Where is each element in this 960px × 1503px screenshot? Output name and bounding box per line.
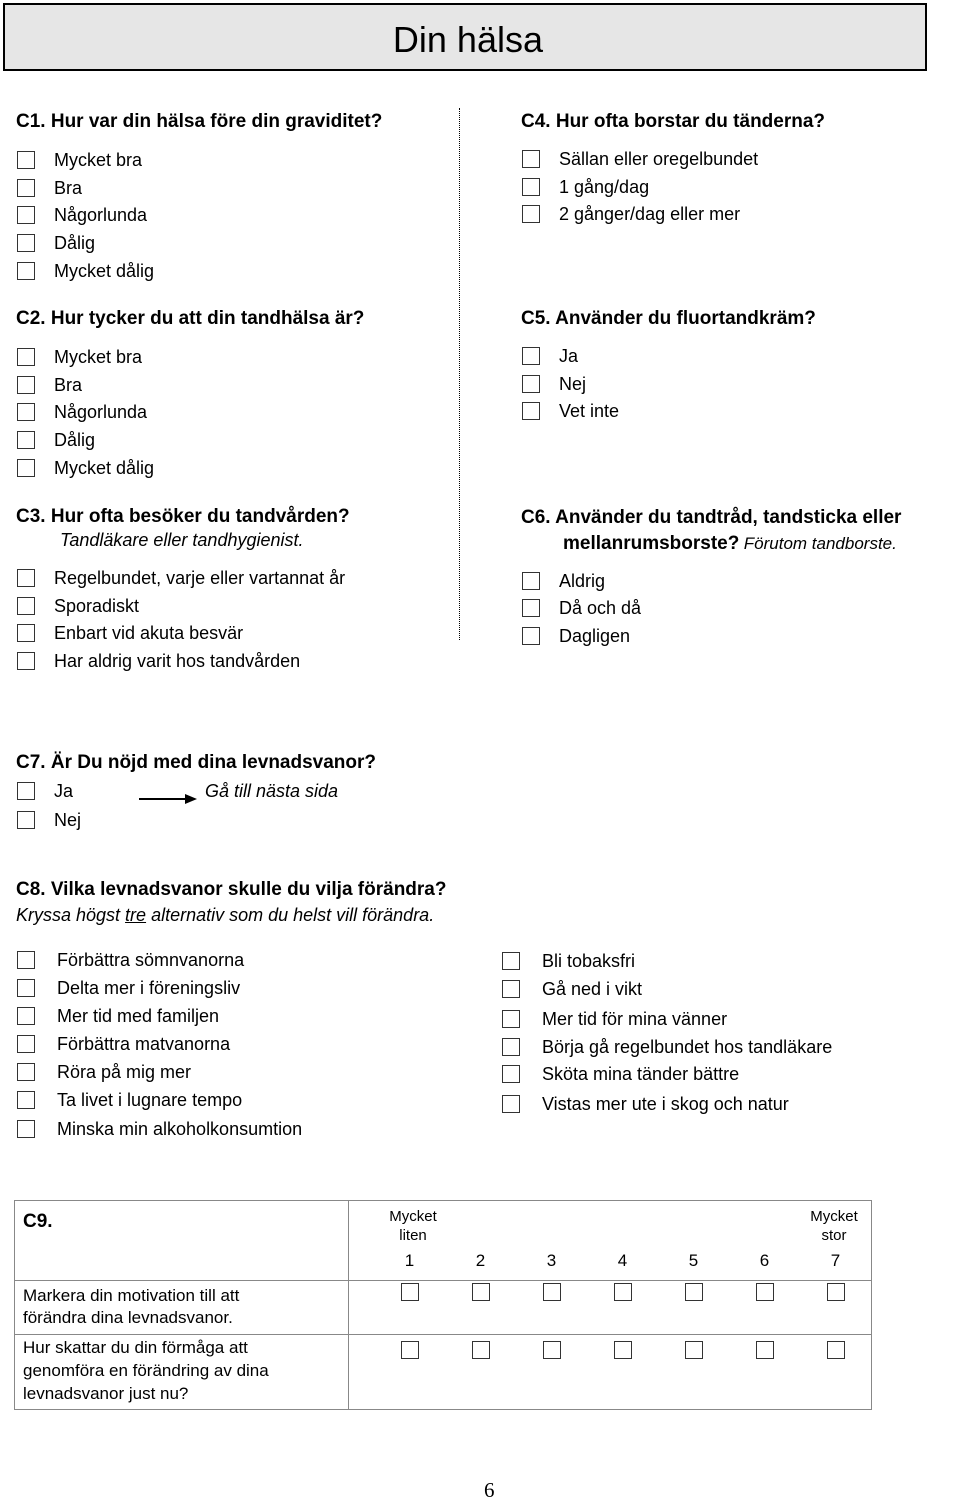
c2-title: C2. Hur tycker du att din tandhälsa är? [16,308,365,329]
checkbox[interactable] [17,811,35,829]
c1-title: C1. Hur var din hälsa före din graviditet? [16,111,383,132]
c6-note: Förutom tandborste. [743,534,897,553]
checkbox[interactable] [522,205,540,223]
c8-option[interactable]: Röra på mig mer [17,1061,191,1083]
rating-checkbox[interactable] [685,1341,703,1359]
scale-low-label: Mycket liten [389,1208,437,1244]
c5-option[interactable]: Vet inte [522,400,619,422]
c6-option[interactable]: Aldrig [522,570,605,592]
checkbox[interactable] [17,1063,35,1081]
c6-option[interactable]: Då och då [522,597,641,619]
checkbox[interactable] [17,979,35,997]
c1-option[interactable]: Mycket dålig [17,260,154,282]
c1-option[interactable]: Mycket bra [17,149,142,171]
c6-title-line2: mellanrumsborste? Förutom tandborste. [563,533,897,554]
arrow-right-icon [139,793,197,805]
checkbox[interactable] [17,234,35,252]
c1-option[interactable]: Dålig [17,232,95,254]
scale-number: 6 [759,1251,770,1270]
c4-option[interactable]: Sällan eller oregelbundet [522,148,758,170]
c8-option[interactable]: Mer tid med familjen [17,1005,219,1027]
rating-checkbox[interactable] [756,1341,774,1359]
checkbox[interactable] [522,178,540,196]
rating-checkbox[interactable] [827,1341,845,1359]
c9-label: C9. [23,1211,53,1232]
c2-option[interactable]: Mycket dålig [17,457,154,479]
c6-option[interactable]: Dagligen [522,625,630,647]
c9-row-motivation-label: Markera din motivation till att förändra dina levnadsvanor. [15,1281,349,1335]
c9-rating-table [14,1200,872,1410]
rating-checkbox[interactable] [543,1341,561,1359]
c8-option[interactable]: Förbättra matvanorna [17,1033,230,1055]
c3-option[interactable]: Regelbundet, varje eller vartannat år [17,567,345,589]
rating-checkbox[interactable] [614,1283,632,1301]
c9-row-ability-scale [349,1335,872,1410]
rating-checkbox[interactable] [756,1283,774,1301]
rating-checkbox[interactable] [472,1283,490,1301]
c5-title: C5. Använder du fluortandkräm? [521,308,816,329]
checkbox[interactable] [17,459,35,477]
checkbox[interactable] [17,431,35,449]
c9-header-cell [15,1201,349,1281]
c8-option[interactable]: Sköta mina tänder bättre [502,1063,739,1085]
checkbox[interactable] [17,1120,35,1138]
scale-number: 2 [475,1251,486,1270]
c8-option[interactable]: Vistas mer ute i skog och natur [502,1093,789,1115]
c2-option[interactable]: Mycket bra [17,346,142,368]
checkbox[interactable] [17,262,35,280]
checkbox[interactable] [17,1091,35,1109]
c8-option[interactable]: Ta livet i lugnare tempo [17,1089,242,1111]
scale-number: 3 [546,1251,557,1270]
scale-number: 1 [404,1251,415,1270]
checkbox[interactable] [502,980,520,998]
checkbox[interactable] [17,782,35,800]
c4-option[interactable]: 1 gång/dag [522,176,649,198]
checkbox[interactable] [17,206,35,224]
c4-option[interactable]: 2 gånger/dag eller mer [522,203,740,225]
header-box [3,3,927,71]
checkbox[interactable] [522,627,540,645]
c3-subtitle: Tandläkare eller tandhygienist. [60,530,304,550]
c2-option[interactable]: Någorlunda [17,401,147,423]
c9-scale-header [349,1201,872,1281]
c8-option[interactable]: Mer tid för mina vänner [502,1008,727,1030]
c8-instruction: Kryssa högst tre alternativ som du helst vill förändra. [16,905,435,925]
checkbox[interactable] [17,569,35,587]
c8-option[interactable]: Bli tobaksfri [502,950,635,972]
c6-title: C6. Använder du tandtråd, tandsticka eller [521,507,902,528]
scale-number: 4 [617,1251,628,1270]
checkbox[interactable] [17,1035,35,1053]
c9-row-ability-label: Hur skattar du din förmåga att genomföra en förändring av dina levnadsvanor just nu? [15,1335,349,1410]
page-number: 6 [484,1478,495,1502]
c7-option[interactable]: Nej [17,809,81,831]
checkbox[interactable] [522,347,540,365]
checkbox[interactable] [502,1065,520,1083]
c8-option[interactable]: Gå ned i vikt [502,978,642,1000]
scale-numbers [374,1251,871,1271]
c7-option[interactable]: Ja [17,780,73,802]
checkbox[interactable] [17,376,35,394]
c3-title: C3. Hur ofta besöker du tandvården? [16,506,350,527]
checkbox[interactable] [17,179,35,197]
scale-high-label: Mycket stor [810,1208,858,1244]
checkbox[interactable] [502,1010,520,1028]
c8-option[interactable]: Delta mer i föreningsliv [17,977,240,999]
column-divider [459,108,460,640]
c2-option[interactable]: Bra [17,374,82,396]
c3-option[interactable]: Har aldrig varit hos tandvården [17,650,300,672]
checkbox[interactable] [522,150,540,168]
rating-checkbox[interactable] [543,1283,561,1301]
c8-option[interactable]: Förbättra sömnvanorna [17,949,244,971]
checkbox[interactable] [502,1038,520,1056]
c4-title: C4. Hur ofta borstar du tänderna? [521,111,826,132]
rating-checkbox[interactable] [401,1283,419,1301]
checkbox[interactable] [17,652,35,670]
c3-option[interactable]: Enbart vid akuta besvär [17,622,243,644]
rating-checkbox[interactable] [827,1283,845,1301]
checkbox[interactable] [17,151,35,169]
c1-option[interactable]: Bra [17,177,82,199]
c5-option[interactable]: Nej [522,373,586,395]
rating-checkbox[interactable] [401,1341,419,1359]
c9-row-motivation-scale [349,1281,872,1335]
c8-title: C8. Vilka levnadsvanor skulle du vilja förändra? [16,879,447,900]
page-title: Din hälsa [392,19,543,60]
c8-option[interactable]: Börja gå regelbundet hos tandläkare [502,1036,832,1058]
checkbox[interactable] [17,403,35,421]
checkbox[interactable] [17,624,35,642]
c8-option[interactable]: Minska min alkoholkonsumtion [17,1118,302,1140]
checkbox[interactable] [502,952,520,970]
checkbox[interactable] [522,375,540,393]
c3-option[interactable]: Sporadiskt [17,595,139,617]
rating-checkbox[interactable] [472,1341,490,1359]
c5-option[interactable]: Ja [522,345,578,367]
c7-title: C7. Är Du nöjd med dina levnadsvanor? [16,752,377,773]
scale-number: 7 [830,1251,841,1270]
c2-option[interactable]: Dålig [17,429,95,451]
checkbox[interactable] [522,402,540,420]
checkbox[interactable] [17,348,35,366]
checkbox[interactable] [17,1007,35,1025]
checkbox[interactable] [502,1095,520,1113]
checkbox[interactable] [522,599,540,617]
rating-checkbox[interactable] [614,1341,632,1359]
checkbox[interactable] [17,597,35,615]
c1-option[interactable]: Någorlunda [17,204,147,226]
checkbox[interactable] [522,572,540,590]
scale-number: 5 [688,1251,699,1270]
checkbox[interactable] [17,951,35,969]
c7-skip-note: Gå till nästa sida [205,781,339,801]
rating-checkbox[interactable] [685,1283,703,1301]
